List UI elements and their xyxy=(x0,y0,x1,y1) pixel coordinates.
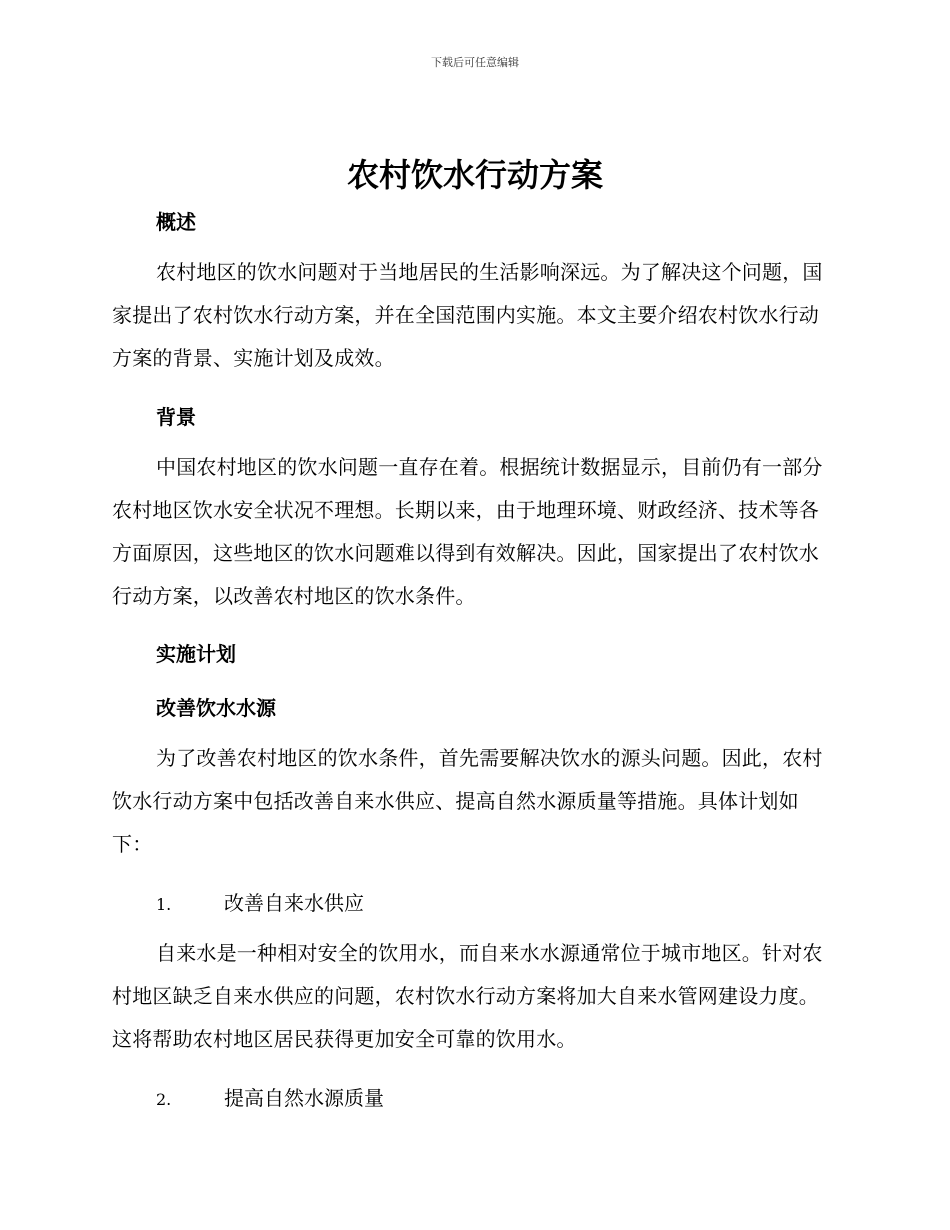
subheading-improve-water-source: 改善饮水水源 xyxy=(156,696,276,720)
heading-background: 背景 xyxy=(156,405,196,429)
paragraph-overview: 农村地区的饮水问题对于当地居民的生活影响深远。为了解决这个问题，国家提出了农村饮水行动方案，并在全国范围内实施。本文主要介绍农村饮水行动方案的背景、实施计划及成效。 xyxy=(112,260,823,370)
heading-plan: 实施计划 xyxy=(156,642,236,666)
header-note: 下载后可任意编辑 xyxy=(431,56,519,69)
list-item-number: 2. xyxy=(156,1090,172,1109)
list-item-number: 1. xyxy=(156,895,172,914)
document-title: 农村饮水行动方案 xyxy=(346,156,603,194)
paragraph-tap-water: 自来水是一种相对安全的饮用水，而自来水水源通常位于城市地区。针对农村地区缺乏自来水供应的问题，农村饮水行动方案将加大自来水管网建设力度。这将帮助农村地区居民获得更加安全可靠的饮用水。 xyxy=(112,941,823,1051)
heading-overview: 概述 xyxy=(156,210,196,234)
list-item xyxy=(156,887,364,916)
paragraph-background: 中国农村地区的饮水问题一直存在着。根据统计数据显示，目前仍有一部分农村地区饮水安全状况不理想。长期以来，由于地理环境、财政经济、技术等各方面原因，这些地区的饮水问题难以得到有效解决。因此，国家提出了农村饮水行动方案，以改善农村地区的饮水条件。 xyxy=(112,455,823,608)
list-item-label: 提高自然水源质量 xyxy=(224,1086,384,1110)
paragraph-plan: 为了改善农村地区的饮水条件，首先需要解决饮水的源头问题。因此，农村饮水行动方案中包括改善自来水供应、提高自然水源质量等措施。具体计划如下： xyxy=(112,746,823,856)
list-item-label: 改善自来水供应 xyxy=(224,891,364,915)
list-item xyxy=(156,1082,384,1111)
